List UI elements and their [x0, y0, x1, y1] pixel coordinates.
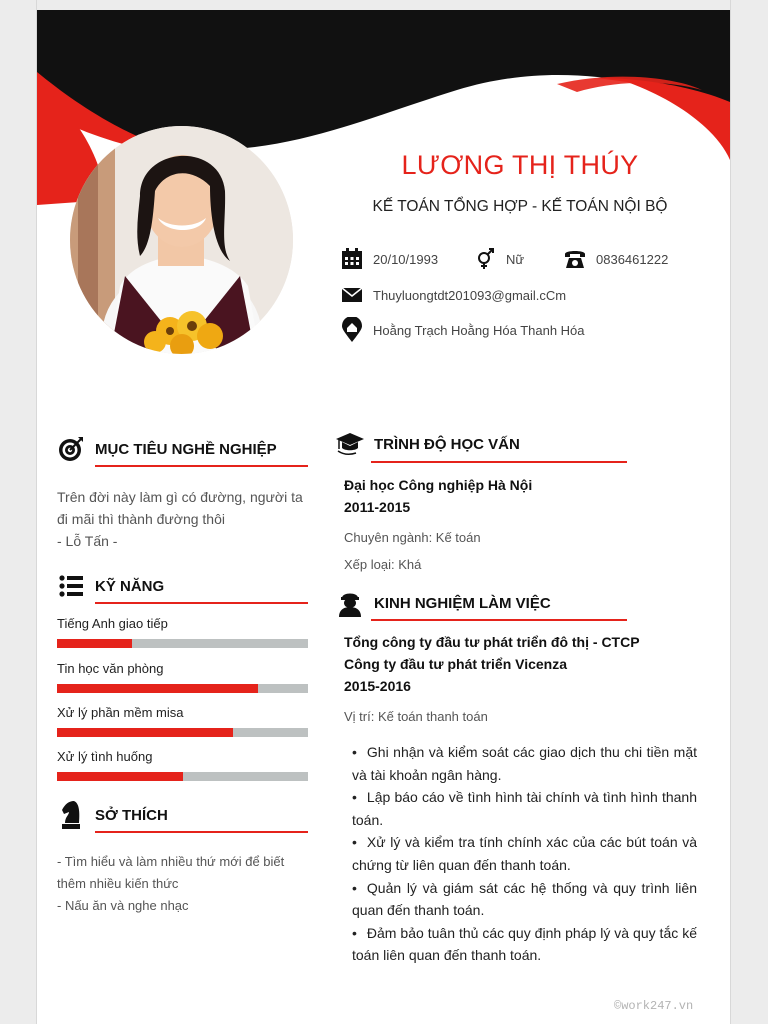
- birthdate-row: [341, 248, 438, 270]
- duty-item: • Lập báo cáo về tình hình tài chính và tình hình thanh toán.: [352, 786, 697, 831]
- position: Vị trí: Kế toán thanh toán: [344, 709, 488, 724]
- skill-label: Tin học văn phòng: [57, 661, 164, 676]
- education-years: 2011-2015: [344, 499, 411, 515]
- education-grade: Xếp loại: Khá: [344, 557, 422, 572]
- duty-item: • Xử lý và kiểm tra tính chính xác của các bút toán và chứng từ liên quan đến thanh toán.: [352, 831, 697, 876]
- hobbies-heading: [57, 801, 168, 829]
- skill-label: Tiếng Anh giao tiếp: [57, 616, 168, 631]
- education-title: TRÌNH ĐỘ HỌC VẤN: [374, 435, 520, 453]
- chess-knight-icon: [57, 801, 85, 829]
- hobbies-title: SỞ THÍCH: [95, 806, 168, 824]
- gender-icon: [474, 248, 496, 270]
- school-name: Đại học Công nghiệp Hà Nội: [344, 477, 533, 493]
- skill-bar: [57, 772, 308, 781]
- objective-title: MỤC TIÊU NGHỀ NGHIỆP: [95, 440, 277, 458]
- skills-rule: [95, 602, 308, 604]
- email-row: [341, 284, 566, 306]
- education-major: Chuyên ngành: Kế toán: [344, 530, 481, 545]
- hobby-line: - Nấu ăn và nghe nhạc: [57, 898, 189, 913]
- company-name: Tổng công ty đầu tư phát triển đô thị - CTCP: [344, 634, 640, 650]
- list-icon: [57, 572, 85, 600]
- graduation-cap-icon: [336, 430, 364, 458]
- hobby-line: - Tìm hiểu và làm nhiều thứ mới để biết: [57, 854, 285, 869]
- hobby-line: thêm nhiều kiến thức: [57, 876, 179, 891]
- objective-text: [57, 486, 317, 552]
- skill-bar: [57, 639, 308, 648]
- phone-value: 0836461222: [596, 251, 669, 267]
- profile-photo: [70, 126, 293, 354]
- skill-bar-fill: [57, 684, 258, 693]
- skills-heading: [57, 572, 164, 600]
- experience-heading: [336, 589, 551, 617]
- education-rule: [371, 461, 627, 463]
- watermark: ©work247.vn: [614, 999, 694, 1013]
- objective-line: - Lỗ Tấn -: [57, 533, 118, 549]
- duty-item: • Quản lý và giám sát các hệ thống và quy trình liên quan đến thanh toán.: [352, 877, 697, 922]
- phone-icon: [564, 248, 586, 270]
- hobbies-rule: [95, 831, 308, 833]
- experience-title: KINH NGHIỆM LÀM VIỆC: [374, 594, 551, 612]
- skill-bar: [57, 728, 308, 737]
- cv-page: [37, 10, 730, 1024]
- skill-bar-fill: [57, 728, 233, 737]
- skills-title: KỸ NĂNG: [95, 577, 165, 595]
- target-icon: [57, 435, 85, 463]
- address-value: Hoằng Trạch Hoằng Hóa Thanh Hóa: [373, 322, 585, 338]
- page-border-right: [730, 0, 731, 1024]
- email-value: Thuyluongtdt201093@gmail.cCm: [373, 287, 567, 303]
- birthdate-value: 20/10/1993: [373, 251, 439, 267]
- objective-rule: [95, 465, 308, 467]
- education-heading: [336, 430, 520, 458]
- calendar-icon: [341, 248, 363, 270]
- duty-item: • Ghi nhận và kiểm soát các giao dịch thu chi tiền mặt và tài khoản ngân hàng.: [352, 741, 697, 786]
- skill-bar: [57, 684, 308, 693]
- job-title: KẾ TOÁN TỔNG HỢP - KẾ TOÁN NỘI BỘ: [372, 198, 668, 215]
- objective-line: đi mãi thì thành đường thôi: [57, 511, 225, 527]
- gender-row: [474, 248, 524, 270]
- company-name: Công ty đầu tư phát triển Vicenza: [344, 656, 568, 672]
- worker-icon: [336, 589, 364, 617]
- objective-line: Trên đời này làm gì có đường, người ta: [57, 489, 303, 505]
- skill-label: Xử lý tình huống: [57, 749, 153, 764]
- skill-bar-fill: [57, 639, 132, 648]
- envelope-icon: [341, 284, 363, 306]
- phone-row: [564, 248, 668, 270]
- gender-value: Nữ: [506, 251, 525, 267]
- duties-list: [352, 741, 697, 967]
- duty-item: • Đảm bảo tuân thủ các quy định pháp lý và quy tắc kế toán liên quan đến thanh toán.: [352, 922, 697, 967]
- candidate-name: LƯƠNG THỊ THÚY: [401, 150, 639, 180]
- address-row: [341, 319, 585, 341]
- home-pin-icon: [341, 319, 363, 341]
- objective-heading: [57, 435, 277, 463]
- experience-rule: [371, 619, 627, 621]
- skill-bar-fill: [57, 772, 183, 781]
- hobbies-text: [57, 851, 317, 917]
- skill-label: Xử lý phần mềm misa: [57, 705, 184, 720]
- experience-years: 2015-2016: [344, 678, 411, 694]
